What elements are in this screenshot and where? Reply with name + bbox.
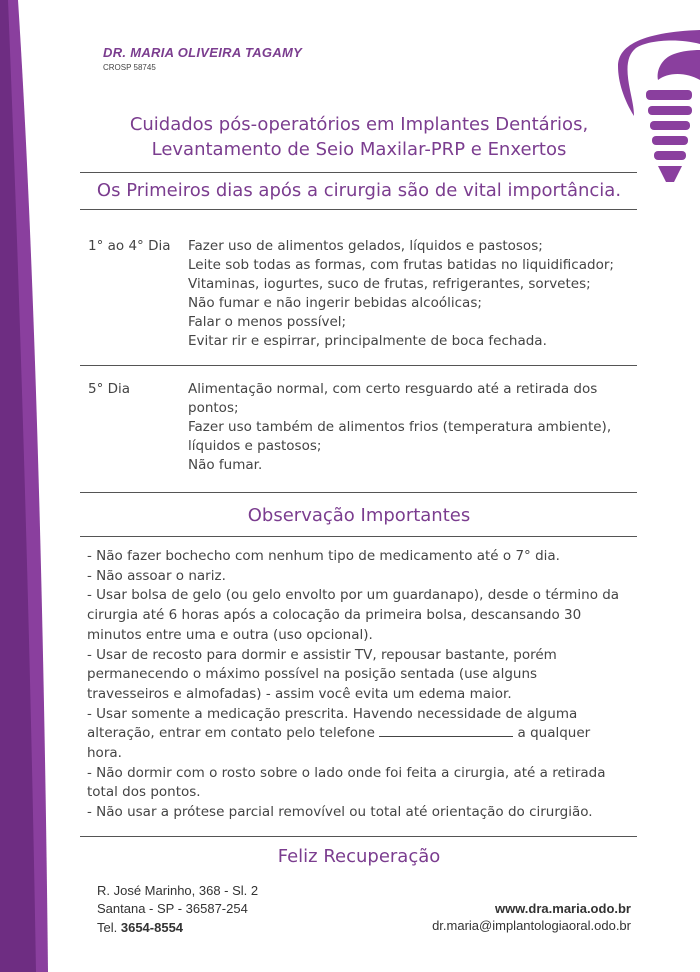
instruction-line: Leite sob todas as formas, com frutas batidas no liquidificador;: [188, 257, 614, 273]
schedule-instructions: [188, 237, 633, 351]
instruction-line: Fazer uso de alimentos gelados, líquidos e pastosos;: [188, 238, 543, 254]
observations-list: [87, 547, 637, 823]
divider: [80, 365, 637, 366]
observations-title: Observação Importantes: [247, 505, 471, 526]
farewell-message: Feliz Recuperação: [277, 846, 441, 867]
observation-line: cirurgia até 6 horas após a colocação da primeira bolsa, descansando 30: [87, 607, 582, 624]
title-line-2: Levantamento de Seio Maxilar-PRP e Enxertos: [151, 139, 567, 160]
instruction-line: Falar o menos possível;: [188, 314, 347, 330]
document-title: [80, 112, 638, 162]
doctor-name: DR. MARIA OLIVEIRA TAGAMY: [103, 45, 303, 60]
instruction-line: líquidos e pastosos;: [188, 438, 322, 454]
divider: [80, 209, 637, 210]
address-line: Santana - SP - 36587-254: [97, 901, 248, 916]
observation-text: alteração, entrar em contato pelo telefone: [87, 725, 375, 742]
observation-line: hora.: [87, 745, 122, 762]
dental-implant-icon: [618, 30, 700, 186]
address-line: R. José Marinho, 368 - Sl. 2: [97, 883, 259, 898]
observation-line: - Não dormir com o rosto sobre o lado onde foi feita a cirurgia, até a retirada: [87, 764, 606, 781]
subtitle: Os Primeiros dias após a cirurgia são de vital importância.: [96, 180, 622, 201]
phone-label: Tel.: [97, 920, 118, 935]
schedule-day-label: 5° Dia: [88, 381, 131, 397]
instruction-line: Evitar rir e espirrar, principalmente de boca fechada.: [188, 333, 547, 349]
observation-line: travesseiros e almofadas) - assim você evita um edema maior.: [87, 685, 512, 702]
divider: [80, 172, 637, 173]
observation-line: total dos pontos.: [87, 784, 201, 801]
title-line-1: Cuidados pós-operatórios em Implantes Dentários,: [129, 114, 589, 135]
divider: [80, 492, 637, 493]
instruction-line: Fazer uso também de alimentos frios (temperatura ambiente),: [188, 419, 612, 435]
phone-number: 3654-8554: [120, 920, 184, 935]
observation-line: - Usar somente a medicação prescrita. Havendo necessidade de alguma: [87, 705, 578, 722]
observation-text: a qualquer: [517, 725, 591, 742]
divider: [80, 836, 637, 837]
decorative-sidebar: [0, 0, 48, 972]
instruction-line: Não fumar e não ingerir bebidas alcoólicas;: [188, 295, 482, 311]
phone-blank-line: [379, 725, 513, 737]
registration-number: CROSP 58745: [103, 63, 156, 72]
observation-line: [87, 724, 637, 744]
instruction-line: Não fumar.: [188, 457, 263, 473]
instruction-line: pontos;: [188, 400, 239, 416]
observation-line: - Usar bolsa de gelo (ou gelo envolto por um guardanapo), desde o término da: [87, 587, 620, 604]
observation-line: - Não usar a prótese parcial removível ou total até orientação do cirurgião.: [87, 804, 593, 821]
instruction-line: Alimentação normal, com certo resguardo até a retirada dos: [188, 381, 598, 397]
schedule-day-label: 1° ao 4° Dia: [88, 238, 171, 254]
observation-line: minutos entre uma e outra (uso opcional).: [87, 626, 373, 643]
website-link[interactable]: www.dra.maria.odo.br: [494, 901, 631, 916]
phone: [97, 920, 183, 935]
observation-line: permanecendo o máximo possível na posição sentada (use alguns: [87, 666, 538, 683]
observation-line: - Usar de recosto para dormir e assistir TV, repousar bastante, porém: [87, 646, 557, 663]
observation-line: - Não assoar o nariz.: [87, 567, 226, 584]
observation-line: - Não fazer bochecho com nenhum tipo de medicamento até o 7° dia.: [87, 548, 560, 564]
email-link[interactable]: dr.maria@implantologiaoral.odo.br: [432, 918, 631, 933]
instruction-line: Vitaminas, iogurtes, suco de frutas, refrigerantes, sorvetes;: [188, 276, 591, 292]
schedule-instructions: [188, 380, 633, 475]
divider: [80, 536, 637, 537]
